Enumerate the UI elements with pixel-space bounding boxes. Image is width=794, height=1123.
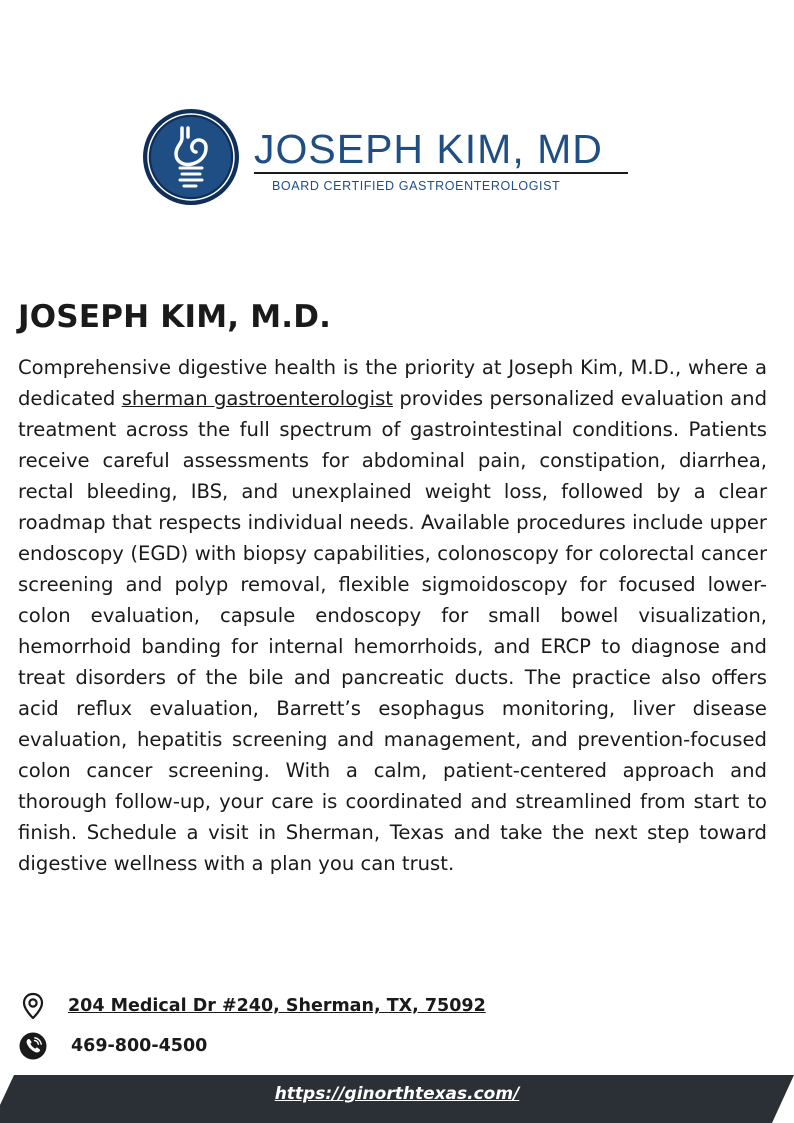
location-pin-icon: [18, 991, 48, 1021]
address-row: [18, 991, 486, 1021]
description-intro: Comprehensive digestive health is the priority at Joseph Kim, M.D., where a dedicated: [18, 356, 767, 410]
address-link[interactable]: 204 Medical Dr #240, Sherman, TX, 75092: [68, 996, 486, 1016]
logo: [142, 108, 632, 208]
brand-name: JOSEPH KIM, MD: [254, 126, 603, 172]
sherman-gastroenterologist-link[interactable]: sherman gastroenterologist: [121, 387, 393, 410]
phone-row: [18, 1031, 207, 1061]
brand-divider: [254, 172, 628, 174]
description-paragraph: [18, 352, 767, 879]
stomach-icon: [142, 108, 240, 206]
brand-subtitle: BOARD CERTIFIED GASTROENTEROLOGIST: [272, 179, 561, 193]
phone-number[interactable]: 469-800-4500: [71, 1036, 208, 1056]
website-link[interactable]: https://ginorthtexas.com/: [274, 1084, 520, 1104]
page-title: JOSEPH KIM, M.D.: [18, 299, 332, 335]
phone-icon: [18, 1031, 48, 1061]
description-rest: provides personalized evaluation and treatment across the full spectrum of gastrointestinal conditions. Patients receive careful assessments for abdominal pain, constipation, diarrhea, rectal bleeding, IBS, and unexplained weight loss, followed by a clear roadmap that respects individual needs. Available procedures include upper endoscopy (EGD) with biopsy capabilities, colonoscopy for colorectal cancer screening and polyp removal, flexible sigmoidoscopy for focused lower-colon evaluation, capsule endoscopy for small bowel visualization, hemorrhoid banding for internal hemorrhoids, and ERCP to diagnose and treat disorders of the bile and pancreatic ducts. The practice also offers acid reflux evaluation, Barrett’s esophagus monitoring, liver disease evaluation, hepatitis screening and management, and prevention-focused colon cancer screening. With a calm, patient-centered approach and thorough follow-up, your care is coordinated and streamlined from start to finish. Schedule a visit in Sherman, Texas and take the next step toward digestive wellness with a plan you can trust.: [18, 387, 768, 875]
